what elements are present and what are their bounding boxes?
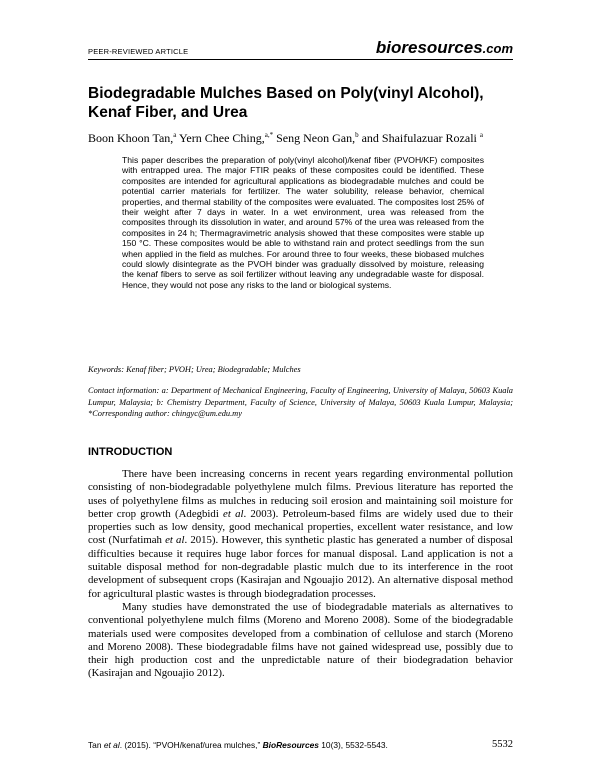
text-run-italic: et al [223, 507, 244, 520]
brand-name: bioresources [375, 38, 483, 57]
text-run: . 2015). However, this synthetic plastic has generated a number of disposal difficulties because it requires huge labor forces for manual disposal. Land application is not a suitable disposal method for non-degradable plastic mulch due to its interference in the root development of subsequent crops (Kasirajan and Ngouajio 2012). An alternative disposal method for agricultural plastic wastes is through biodegradation processes. [88, 534, 513, 600]
affiliation-mark: a [173, 131, 177, 139]
text-run: 10(3), 5532-5543. [318, 740, 388, 750]
introduction-body [88, 468, 513, 681]
citation [88, 740, 388, 750]
author-name: Yern Chee Ching, [176, 131, 265, 145]
text-run-italic: et al [103, 740, 120, 750]
page-header [88, 38, 513, 60]
article-title: Biodegradable Mulches Based on Poly(vinyl Alcohol), Kenaf Fiber, and Urea [88, 85, 484, 121]
author-list [88, 128, 528, 145]
page-number: 5532 [492, 739, 513, 750]
section-heading: INTRODUCTION [88, 446, 173, 458]
text-run: Tan [88, 740, 104, 750]
author-name: Boon Khoon Tan, [88, 131, 174, 145]
contact-information: Contact information: a: Department of Mechanical Engineering, Faculty of Engineering, University of Malaya, 50603 Kuala Lumpur, Malaysia; b: Chemistry Department, Faculty of Science, University of Malaya, 50603 Kuala Lumpur, Malaysia; *Corresponding author: chingyc@um.edu.my [88, 386, 513, 418]
header-rule [88, 59, 513, 60]
keywords: Keywords: Kenaf fiber; PVOH; Urea; Biodegradable; Mulches [88, 365, 301, 374]
article-type-label: PEER-REVIEWED ARTICLE [88, 47, 189, 56]
journal-brand[interactable] [376, 38, 513, 58]
paragraph [88, 468, 513, 601]
text-run: . 2003). Petroleum-based films are widely used due to their properties such as low density, good mechanical properties, excellent water resistance, and low cost (Nurfatimah [88, 507, 513, 547]
paragraph: Many studies have demonstrated the use of biodegradable materials as alternatives to conventional polyethylene mulch films (Moreno and Moreno 2008). Some of the biodegradable materials used were composites developed from a combination of cellulose and starch (Moreno and Moreno 2008). These biodegradable films have not gained widespread use, possibly due to their high production cost and the unpredictable nature of their biodegradation behavior (Kasirajan and Ngouajio 2012). [88, 600, 513, 680]
affiliation-mark: a,* [264, 131, 274, 139]
affiliation-mark: a [479, 131, 483, 139]
text-run: . (2015). “PVOH/kenaf/urea mulches,” [119, 740, 263, 750]
author-name: Seng Neon Gan, [273, 131, 356, 145]
text-run-italic: et al [165, 534, 185, 547]
abstract: This paper describes the preparation of poly(vinyl alcohol)/kenaf fiber (PVOH/KF) composites with entrapped urea. The major FTIR peaks of these composites could be identified. These composites are intended for agricultural applications as biodegradable mulches and could be potential carrier materials for fertilizer. The water solubility, release behavior, chemical properties, and thermal stability of the composites were evaluated. The composites lost 25% of their weight after 7 days in water. In a wet environment, urea was released from the composites through its dissolution in water, and around 57% of the urea was released from the composites in 24 h; Thermagravimetric analysis showed that these composites were stable up 150 °C. These composites would be able to withstand rain and protect seedlings from the sun when applied in the field as mulches. For around three to four weeks, these biobased mulches could slowly disintegrate as the PVOH binder was gradually dissolved by moisture, releasing the kenaf fibers to serve as soil fertilizer without leaving any undegradable waste for disposal. Hence, they would not pose any risks to the land or biological systems. [122, 155, 484, 290]
brand-domain: .com [482, 41, 513, 56]
affiliation-mark: b [355, 131, 359, 139]
author-name: and Shaifulazuar Rozali [358, 131, 480, 145]
journal-name: BioResources [262, 740, 319, 750]
text-run: There have been increasing concerns in recent years regarding environmental pollution consisting of non-biodegradable polyethylene mulch films. Previous literature has reported the uses of polyethylene films as mulches in reducing soil erosion and maintaining soil moisture for better crop growth (Adegbidi [88, 468, 513, 520]
